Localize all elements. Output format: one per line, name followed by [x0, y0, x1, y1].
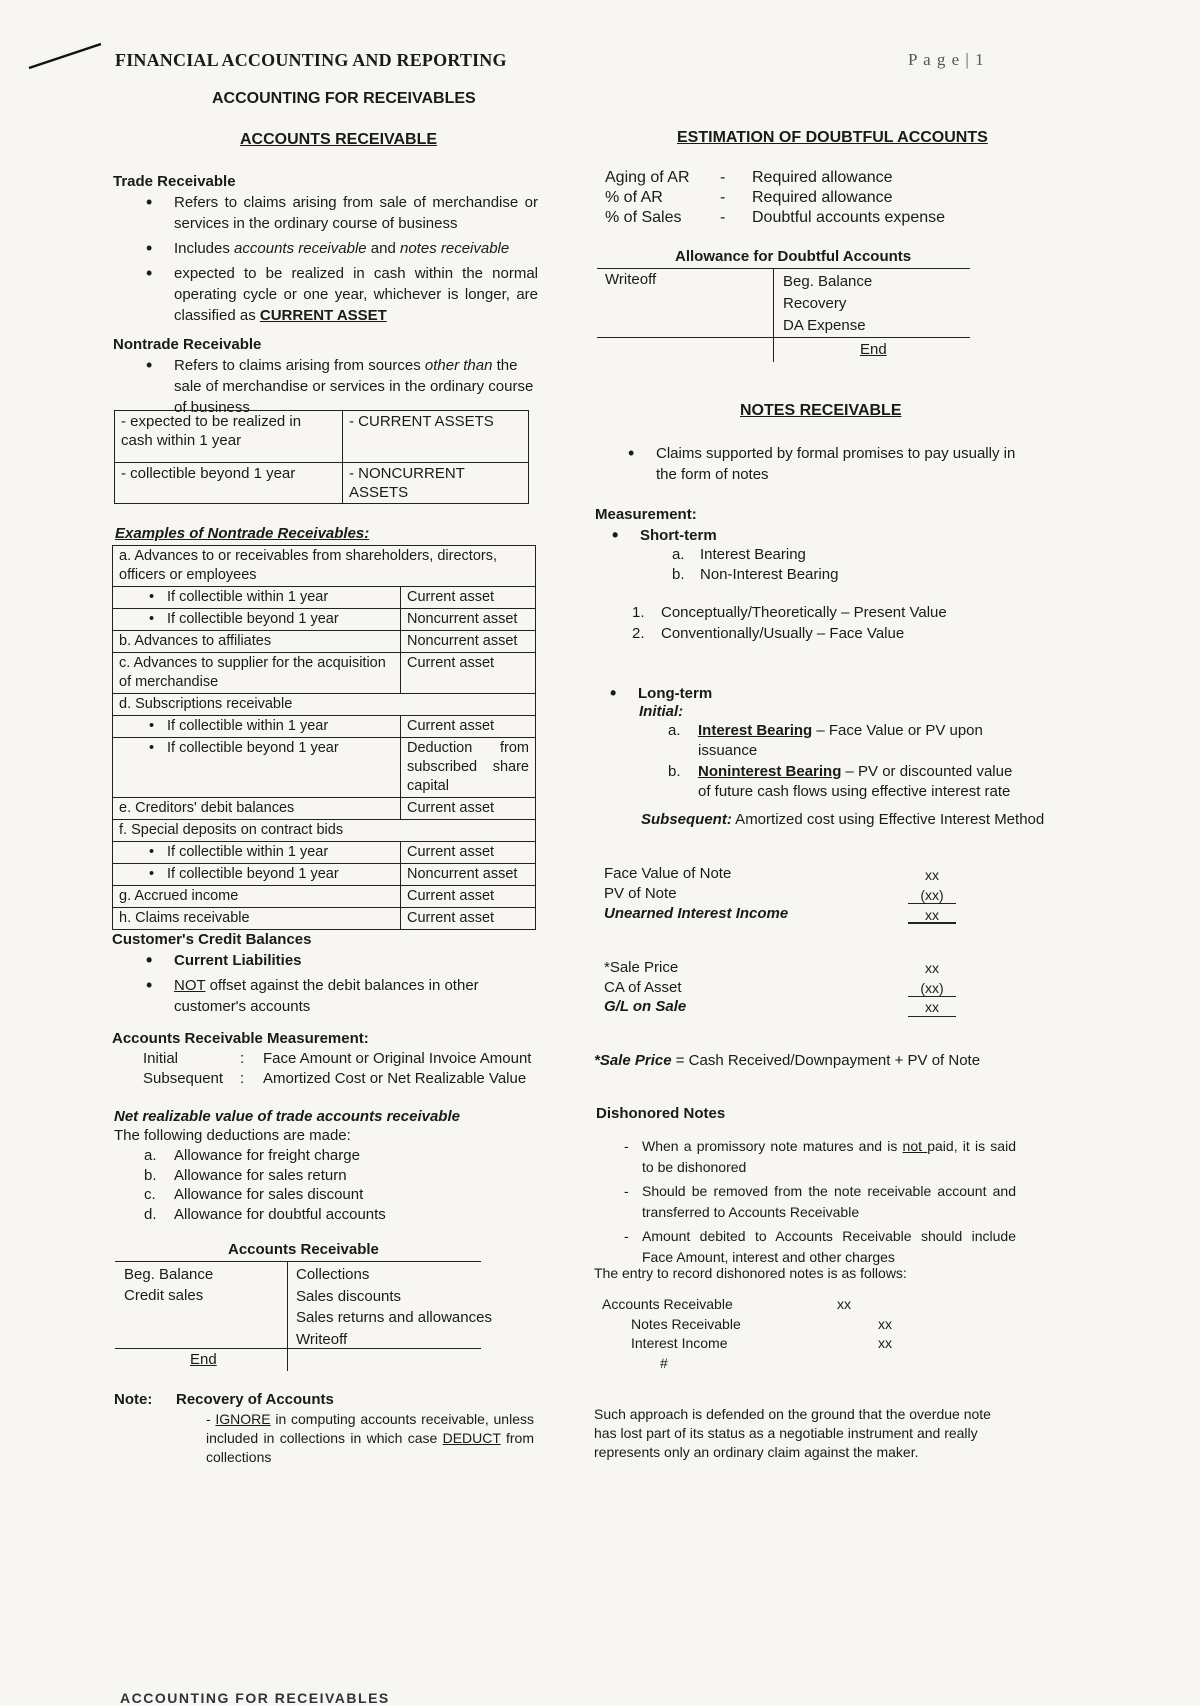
nrv-intro: The following deductions are made:: [114, 1127, 351, 1144]
calc2-total-line: [908, 1016, 956, 1017]
estimation-results: [752, 168, 945, 228]
example-value: Current asset: [401, 587, 536, 609]
calc-value: (xx): [920, 979, 944, 996]
example-row: b. Advances to affiliates: [113, 631, 401, 653]
notes-receivable-title: NOTES RECEIVABLE: [740, 402, 902, 419]
nrv-item: a. Allowance for freight charge: [144, 1147, 360, 1164]
trade-bullet-1: • Refers to claims arising from sale of merchandise or services in the ordinary course of business: [140, 192, 538, 234]
calc-value: xx: [925, 999, 939, 1015]
allowance-t-vertical-line: [773, 268, 774, 362]
credit-balances-bullets: [140, 950, 538, 1021]
example-value: Noncurrent asset: [401, 631, 536, 653]
pen-stroke-mark: [25, 40, 105, 75]
calc-value: xx: [925, 960, 939, 976]
example-row: • If collectible beyond 1 year: [113, 738, 401, 798]
estimation-method: % of Sales: [605, 209, 682, 226]
nrv-item: c. Allowance for sales discount: [144, 1186, 364, 1203]
example-row: • If collectible within 1 year: [113, 842, 401, 864]
page-number: P a g e | 1: [908, 50, 985, 69]
credit-balances-heading: Customer's Credit Balances: [112, 931, 312, 948]
calc1-labels: [604, 864, 788, 924]
example-value: Deduction from subscribed share capital: [401, 738, 536, 798]
calc-label: CA of Asset: [604, 978, 682, 996]
course-title: FINANCIAL ACCOUNTING AND REPORTING: [115, 50, 507, 70]
estimation-methods: [605, 168, 690, 228]
example-row: e. Creditors' debit balances: [113, 798, 401, 820]
short-term-item: • Short-term: [606, 525, 717, 550]
calc-value: xx: [925, 907, 939, 923]
long-term-type: a. Interest Bearing – Face Value or PV upon issuance: [668, 722, 983, 759]
example-row: • If collectible beyond 1 year: [113, 864, 401, 886]
allowance-credit-entry: DA Expense: [783, 317, 866, 334]
nrv-item: d. Allowance for doubtful accounts: [144, 1205, 386, 1223]
calc1-values: [908, 865, 956, 925]
examples-table: [112, 545, 536, 930]
ar-credit-entry: Sales returns and allowances: [296, 1309, 492, 1326]
ar-debit-entry: Credit sales: [124, 1287, 204, 1304]
calc-label: Face Value of Note: [604, 865, 732, 882]
journal-debit: xx: [837, 1296, 851, 1312]
footer-text: ACCOUNTING FOR RECEIVABLES: [120, 1690, 390, 1706]
example-row: c. Advances to supplier for the acquisition of merchandise: [113, 653, 401, 694]
allowance-t-credits: [783, 271, 872, 337]
measurement-initial-label: Initial: [143, 1050, 179, 1067]
dishonored-closing: Such approach is defended on the ground that the overdue note has lost part of its status as a negotiable instrument and really represents only an ordinary claim against the maker.: [594, 1406, 991, 1460]
journal-account: Notes Receivable: [631, 1315, 741, 1332]
calc-label: Unearned Interest Income: [604, 905, 789, 922]
dishonored-bullets: [620, 1136, 1016, 1271]
ar-t-vertical-line: [287, 1261, 288, 1371]
calc-label: *Sale Price: [604, 959, 679, 976]
measurement-colon: :: [240, 1070, 245, 1087]
example-row: f. Special deposits on contract bids: [113, 820, 536, 842]
credit-bullet-1: • Current Liabilities: [140, 950, 538, 971]
journal-credits: [873, 1315, 897, 1354]
trade-bullet-2: • Includes accounts receivable and notes receivable: [140, 238, 538, 259]
dishonored-heading: Dishonored Notes: [596, 1105, 726, 1122]
journal-hash: #: [660, 1354, 668, 1371]
allowance-t-top-line: [597, 268, 970, 269]
example-row: d. Subscriptions receivable: [113, 694, 536, 716]
long-term-subsequent: Subsequent: Amortized cost using Effective Interest Method: [641, 811, 1045, 828]
example-value: Current asset: [401, 842, 536, 864]
ar-credit-entry: Writeoff: [296, 1330, 348, 1348]
trade-receivable-heading: Trade Receivable: [113, 173, 236, 190]
measurement-subsequent-label: Subsequent: [143, 1070, 224, 1087]
journal-account: Accounts Receivable: [602, 1296, 733, 1312]
allowance-credit-entry: Recovery: [783, 295, 847, 312]
calc-value: xx: [925, 867, 939, 883]
calc2-subtotal-line: [908, 996, 956, 997]
example-value: Current asset: [401, 908, 536, 930]
class-cell-right: - CURRENT ASSETS: [343, 411, 529, 463]
classification-table: [114, 410, 529, 504]
example-value: Noncurrent asset: [401, 609, 536, 631]
ar-debit-entry: Beg. Balance: [124, 1266, 214, 1283]
measurement-subsequent-value: Amortized Cost or Net Realizable Value: [263, 1070, 527, 1087]
calc2-labels: [604, 958, 686, 1017]
example-row: g. Accrued income: [113, 886, 401, 908]
examples-heading: Examples of Nontrade Receivables:: [115, 525, 370, 542]
valuation-item: 1. Conceptually/Theoretically – Present Value: [632, 604, 947, 621]
estimation-method: % of AR: [605, 189, 663, 206]
credit-bullet-2: • NOT offset against the debit balances in other customer's accounts: [140, 975, 538, 1017]
calc1-total-line: [908, 922, 956, 924]
example-row: • If collectible within 1 year: [113, 587, 401, 609]
accounts-receivable-title: ACCOUNTS RECEIVABLE: [240, 131, 438, 148]
nrv-list: [144, 1146, 386, 1224]
measurement-heading: Accounts Receivable Measurement:: [112, 1030, 369, 1047]
allowance-credit-entry: Beg. Balance: [783, 273, 873, 290]
journal-entry-accounts: [602, 1295, 741, 1373]
estimation-title: ESTIMATION OF DOUBTFUL ACCOUNTS: [677, 129, 988, 146]
example-row: a. Advances to or receivables from shareholders, directors, officers or employees: [113, 546, 536, 587]
ar-t-account-title: Accounts Receivable: [228, 1241, 379, 1258]
allowance-t-bottom-line: [597, 337, 970, 338]
ar-credit-entry: Collections: [296, 1266, 370, 1283]
example-row: h. Claims receivable: [113, 908, 401, 930]
recovery-heading: Recovery of Accounts: [176, 1391, 334, 1408]
note-label: Note:: [114, 1391, 153, 1408]
long-term-initial: Initial:: [639, 703, 684, 720]
trade-bullet-3: • expected to be realized in cash within the normal operating cycle or one year, whichever is longer, are classified as CURRENT ASSET: [140, 263, 538, 326]
measurement-colon: :: [240, 1050, 245, 1067]
sale-price-note: *Sale Price = Cash Received/Downpayment + PV of Note: [594, 1052, 981, 1069]
journal-account: Interest Income: [631, 1335, 728, 1351]
allowance-t-end: End: [860, 341, 887, 358]
dishonored-bullet-3: - Amount debited to Accounts Receivable should include Face Amount, interest and other charges: [620, 1226, 1016, 1268]
estimation-result: Required allowance: [752, 189, 893, 206]
calc-value: (xx): [920, 887, 944, 903]
calc2-values: [908, 959, 956, 1018]
ar-t-debits: [124, 1264, 213, 1306]
example-row: • If collectible beyond 1 year: [113, 609, 401, 631]
calc1-subtotal-line: [908, 903, 956, 904]
topic-title: ACCOUNTING FOR RECEIVABLES: [212, 90, 476, 107]
short-term-types: [672, 545, 838, 585]
allowance-t-title: Allowance for Doubtful Accounts: [675, 248, 912, 265]
example-row: • If collectible within 1 year: [113, 716, 401, 738]
ar-t-end: End: [190, 1351, 217, 1368]
ar-t-credits: [296, 1264, 492, 1350]
short-term-valuation: [632, 602, 947, 644]
calc-label: PV of Note: [604, 885, 677, 902]
nontrade-receivable-heading: Nontrade Receivable: [113, 336, 262, 353]
estimation-method: Aging of AR: [605, 169, 690, 186]
calc-label: G/L on Sale: [604, 998, 687, 1015]
notes-receivable-bullet: • Claims supported by formal promises to pay usually in the form of notes: [622, 443, 1027, 489]
dishonored-bullet-2: - Should be removed from the note receivable account and transferred to Accounts Receivable: [620, 1181, 1016, 1223]
journal-credit: xx: [878, 1335, 892, 1351]
example-value: Current asset: [401, 886, 536, 908]
nontrade-bullet-1: • Refers to claims arising from sources other than the sale of merchandise or services in the ordinary course of business: [140, 355, 538, 418]
notes-measurement-heading: Measurement:: [595, 506, 697, 523]
class-cell-left: - expected to be realized in cash within 1 year: [115, 411, 343, 463]
ar-credit-entry: Sales discounts: [296, 1287, 402, 1305]
example-value: Current asset: [401, 798, 536, 820]
journal-debits: [832, 1295, 856, 1315]
long-term-types: [668, 721, 1018, 801]
estimation-result: Required allowance: [752, 169, 893, 186]
entry-intro: The entry to record dishonored notes is as follows:: [594, 1265, 907, 1281]
allowance-debit-entry: Writeoff: [605, 271, 657, 288]
journal-credit: xx: [878, 1315, 892, 1332]
short-term-type: a. Interest Bearing: [672, 546, 806, 563]
class-cell-left: - collectible beyond 1 year: [115, 463, 343, 504]
trade-receivable-bullets: [140, 192, 538, 330]
dishonored-bullet-1: - When a promissory note matures and is not paid, it is said to be dishonored: [620, 1136, 1016, 1178]
valuation-item: 2. Conventionally/Usually – Face Value: [632, 625, 905, 642]
example-value: Current asset: [401, 653, 536, 694]
nrv-item: b. Allowance for sales return: [144, 1166, 347, 1184]
nrv-heading: Net realizable value of trade accounts receivable: [114, 1108, 460, 1125]
measurement-initial-value: Face Amount or Original Invoice Amount: [263, 1050, 532, 1067]
recovery-text: - IGNORE in computing accounts receivable, unless included in collections in which case DEDUCT from collections: [206, 1411, 535, 1465]
estimation-dashes: - - -: [720, 169, 726, 226]
short-term-type: b. Non-Interest Bearing: [672, 566, 839, 583]
estimation-result: Doubtful accounts expense: [752, 209, 946, 226]
class-cell-right: - NONCURRENT ASSETS: [343, 463, 529, 504]
long-term-item: • Long-term: [604, 683, 712, 708]
long-term-type: b. Noninterest Bearing – PV or discounted value of future cash flows using effective interest rate: [668, 763, 1013, 800]
ar-t-top-line: [115, 1261, 481, 1262]
example-value: Noncurrent asset: [401, 864, 536, 886]
example-value: Current asset: [401, 716, 536, 738]
